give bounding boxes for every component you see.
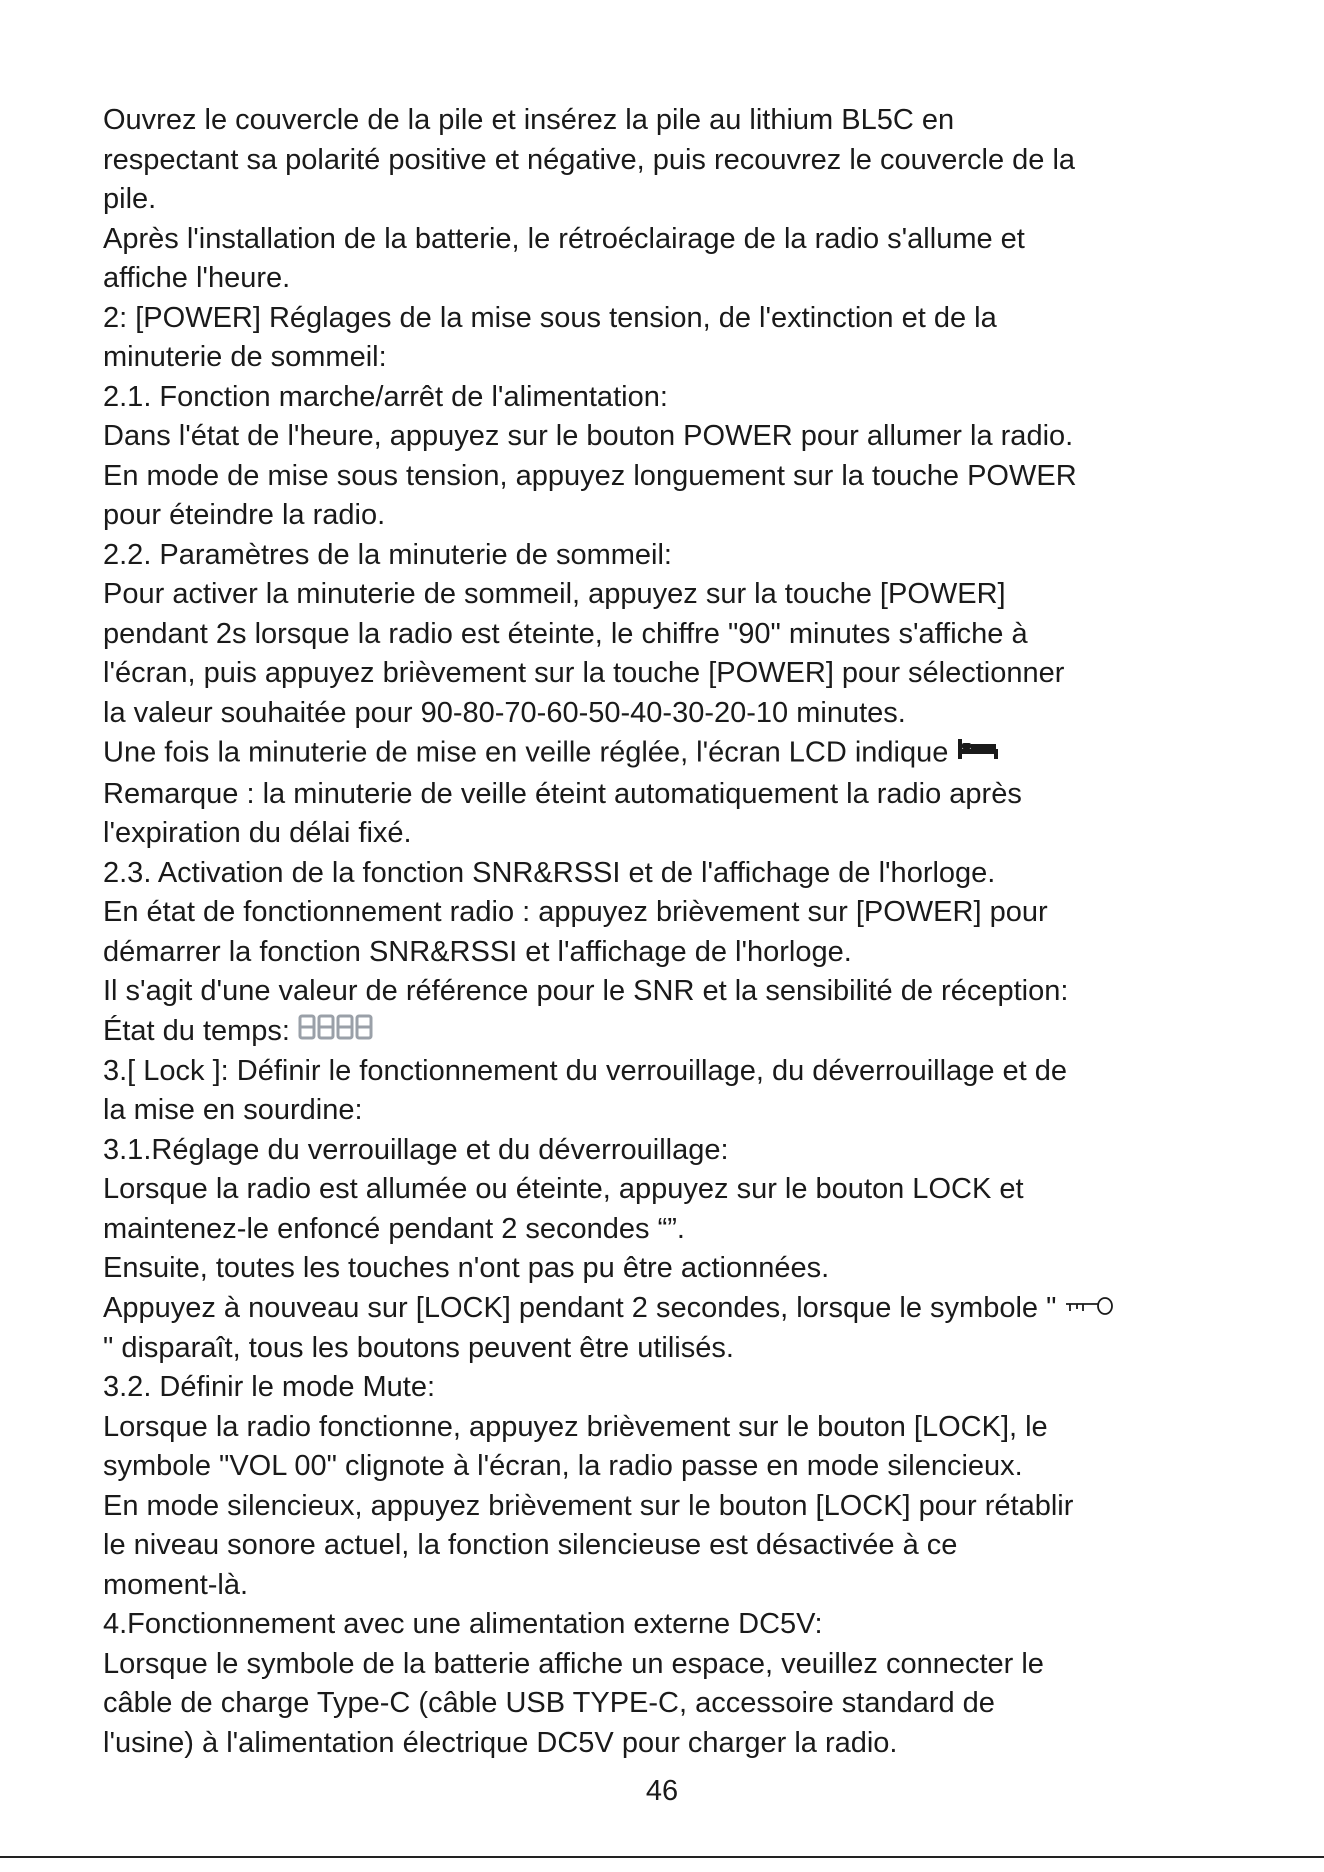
section-heading: minuterie de sommeil: xyxy=(103,341,387,373)
subsection-heading: 2.3. Activation de la fonction SNR&RSSI et de l'affichage de l'horloge. xyxy=(103,856,996,889)
section-heading: 3.[ Lock ]: Définir le fonctionnement du verrouillage, du déverrouillage et de xyxy=(103,1054,1068,1087)
page-number: 46 xyxy=(645,1775,679,1807)
text-line: pour éteindre la radio. xyxy=(103,499,386,531)
lock-symbol-text: Appuyez à nouveau sur [LOCK] pendant 2 secondes, lorsque le symbole " xyxy=(103,1291,1065,1324)
text-line: En mode silencieux, appuyez brièvement sur le bouton [LOCK] pour rétablir xyxy=(103,1489,1074,1522)
text-line: l'expiration du délai fixé. xyxy=(103,817,412,849)
text-line: Il s'agit d'une valeur de référence pour le SNR et la sensibilité de réception: xyxy=(103,975,1069,1007)
text-line: En état de fonctionnement radio : appuyez brièvement sur [POWER] pour xyxy=(103,896,1048,928)
text-line: Lorsque la radio fonctionne, appuyez brièvement sur le bouton [LOCK], le xyxy=(103,1410,1048,1443)
subsection-heading: 3.1.Réglage du verrouillage et du déverrouillage: xyxy=(103,1133,729,1166)
text-line: Pour activer la minuterie de sommeil, appuyez sur la touche [POWER] xyxy=(103,578,1006,610)
text-line: Après l'installation de la batterie, le rétroéclairage de la radio s'allume et xyxy=(103,222,1025,255)
text-line: Ensuite, toutes les touches n'ont pas pu être actionnées. xyxy=(103,1252,830,1285)
text-line: affiche l'heure. xyxy=(103,262,291,294)
text-line: le niveau sonore actuel, la fonction silencieuse est désactivée à ce xyxy=(103,1529,958,1562)
text-line: la valeur souhaitée pour 90-80-70-60-50-40-30-20-10 minutes. xyxy=(103,696,906,729)
time-state-line xyxy=(103,1012,1223,1052)
text-line: l'écran, puis appuyez brièvement sur la touche [POWER] pour sélectionner xyxy=(103,657,1065,689)
text-line: Dans l'état de l'heure, appuyez sur le bouton POWER pour allumer la radio. xyxy=(103,420,1074,452)
time-state-label: État du temps: xyxy=(103,1014,299,1047)
text-line: câble de charge Type-C (câble USB TYPE-C, accessoire standard de xyxy=(103,1687,995,1720)
text-line: En mode de mise sous tension, appuyez longuement sur la touche POWER xyxy=(103,459,1077,492)
subsection-heading: 2.1. Fonction marche/arrêt de l'alimentation: xyxy=(103,380,668,413)
sleep-indicator-line xyxy=(103,733,1223,775)
text-line: Lorsque la radio est allumée ou éteinte, appuyez sur le bouton LOCK et xyxy=(103,1173,1024,1206)
text-line: l'usine) à l'alimentation électrique DC5V pour charger la radio. xyxy=(103,1726,898,1759)
text-line: Lorsque le symbole de la batterie affiche un espace, veuillez connecter le xyxy=(103,1647,1044,1680)
bed-icon xyxy=(956,733,1000,775)
manual-page-body xyxy=(103,101,1223,1763)
key-icon xyxy=(1064,1289,1114,1329)
section-heading: 2: [POWER] Réglages de la mise sous tension, de l'extinction et de la xyxy=(103,301,997,334)
text-line: maintenez-le enfoncé pendant 2 secondes “”. xyxy=(103,1212,685,1245)
text-line: Ouvrez le couvercle de la pile et insérez la pile au lithium BL5C en xyxy=(103,104,955,136)
text-line: pendant 2s lorsque la radio est éteinte, le chiffre "90" minutes s'affiche à xyxy=(103,617,1028,650)
section-heading: 4.Fonctionnement avec une alimentation externe DC5V: xyxy=(103,1608,823,1641)
text-line: " disparaît, tous les boutons peuvent être utilisés. xyxy=(103,1331,734,1364)
lcd-digits-icon xyxy=(298,1012,374,1052)
section-heading: la mise en sourdine: xyxy=(103,1094,363,1127)
note-line: Remarque : la minuterie de veille éteint automatiquement la radio après xyxy=(103,777,1022,810)
text-line: respectant sa polarité positive et négative, puis recouvrez le couvercle de la xyxy=(103,143,1076,176)
subsection-heading: 2.2. Paramètres de la minuterie de sommeil: xyxy=(103,538,672,571)
text-line: pile. xyxy=(103,183,157,215)
bottom-divider xyxy=(0,1856,1324,1858)
lock-symbol-line xyxy=(103,1289,1223,1329)
text-line: démarrer la fonction SNR&RSSI et l'affichage de l'horloge. xyxy=(103,935,852,968)
text-line: symbole "VOL 00" clignote à l'écran, la radio passe en mode silencieux. xyxy=(103,1450,1023,1483)
sleep-indicator-text: Une fois la minuterie de mise en veille réglée, l'écran LCD indique xyxy=(103,736,957,769)
subsection-heading: 3.2. Définir le mode Mute: xyxy=(103,1371,436,1404)
text-line: moment-là. xyxy=(103,1568,249,1601)
